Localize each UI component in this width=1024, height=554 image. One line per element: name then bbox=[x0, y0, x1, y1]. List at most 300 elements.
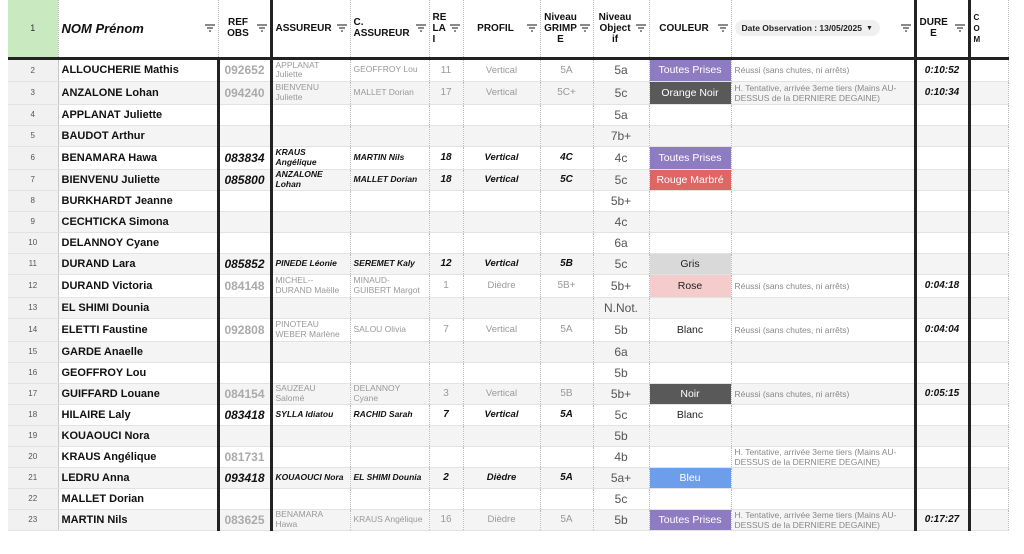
cell-couleur[interactable] bbox=[649, 404, 731, 425]
cell-relai[interactable]: 18 bbox=[429, 146, 463, 169]
cell-niveau-grimpe[interactable]: 5A bbox=[540, 467, 593, 488]
cell-profil[interactable]: Dièdre bbox=[463, 467, 540, 488]
cell-profil[interactable]: Vertical bbox=[463, 253, 540, 274]
cell-couleur[interactable] bbox=[649, 362, 731, 383]
cell-profil[interactable] bbox=[463, 211, 540, 232]
cell-extra[interactable] bbox=[969, 81, 1008, 104]
cell-relai[interactable] bbox=[429, 104, 463, 125]
row-number-header[interactable]: 1 bbox=[8, 0, 58, 58]
table-row[interactable] bbox=[8, 190, 1008, 211]
cell-c-assureur[interactable]: DELANNOY Cyane bbox=[350, 383, 429, 404]
filter-icon[interactable] bbox=[337, 24, 347, 32]
cell-name[interactable]: BENAMARA Hawa bbox=[58, 146, 218, 169]
table-row[interactable] bbox=[8, 232, 1008, 253]
cell-duree[interactable] bbox=[915, 362, 969, 383]
cell-ref[interactable]: 084154 bbox=[218, 383, 271, 404]
cell-ref[interactable] bbox=[218, 425, 271, 446]
cell-ref[interactable]: 092808 bbox=[218, 318, 271, 341]
table-row[interactable] bbox=[8, 467, 1008, 488]
cell-observation[interactable] bbox=[731, 253, 915, 274]
cell-niveau-objectif[interactable]: 5c bbox=[593, 488, 649, 509]
cell-extra[interactable] bbox=[969, 362, 1008, 383]
cell-duree[interactable] bbox=[915, 232, 969, 253]
row-number[interactable]: 8 bbox=[8, 190, 58, 211]
cell-extra[interactable] bbox=[969, 488, 1008, 509]
cell-couleur[interactable] bbox=[649, 297, 731, 318]
cell-extra[interactable] bbox=[969, 467, 1008, 488]
filter-icon[interactable] bbox=[450, 24, 460, 32]
cell-duree[interactable] bbox=[915, 425, 969, 446]
cell-niveau-grimpe[interactable] bbox=[540, 104, 593, 125]
cell-extra[interactable] bbox=[969, 446, 1008, 467]
cell-observation[interactable] bbox=[731, 125, 915, 146]
cell-couleur[interactable] bbox=[649, 425, 731, 446]
cell-couleur[interactable] bbox=[649, 253, 731, 274]
table-row[interactable] bbox=[8, 404, 1008, 425]
cell-c-assureur[interactable] bbox=[350, 488, 429, 509]
table-row[interactable] bbox=[8, 58, 1008, 81]
cell-observation[interactable] bbox=[731, 341, 915, 362]
table-row[interactable] bbox=[8, 125, 1008, 146]
cell-observation[interactable]: H. Tentative, arrivée 3eme tiers (Mains AU-DESSUS de la DERNIERE DEGAINE) bbox=[731, 446, 915, 467]
cell-niveau-grimpe[interactable] bbox=[540, 341, 593, 362]
cell-relai[interactable]: 17 bbox=[429, 81, 463, 104]
table-row[interactable] bbox=[8, 274, 1008, 297]
table-row[interactable] bbox=[8, 211, 1008, 232]
row-number[interactable]: 5 bbox=[8, 125, 58, 146]
cell-profil[interactable]: Dièdre bbox=[463, 274, 540, 297]
cell-c-assureur[interactable] bbox=[350, 425, 429, 446]
cell-ref[interactable]: 083834 bbox=[218, 146, 271, 169]
cell-extra[interactable] bbox=[969, 190, 1008, 211]
cell-niveau-grimpe[interactable]: 5B+ bbox=[540, 274, 593, 297]
cell-niveau-grimpe[interactable]: 4C bbox=[540, 146, 593, 169]
cell-couleur[interactable] bbox=[649, 467, 731, 488]
cell-assureur[interactable]: PINOTEAU WEBER Marlène bbox=[271, 318, 350, 341]
cell-extra[interactable] bbox=[969, 274, 1008, 297]
cell-c-assureur[interactable]: KRAUS Angélique bbox=[350, 509, 429, 530]
cell-niveau-grimpe[interactable] bbox=[540, 362, 593, 383]
cell-duree[interactable] bbox=[915, 169, 969, 190]
cell-profil[interactable] bbox=[463, 190, 540, 211]
cell-extra[interactable] bbox=[969, 404, 1008, 425]
cell-observation[interactable]: H. Tentative, arrivée 3eme tiers (Mains AU-DESSUS de la DERNIERE DEGAINE) bbox=[731, 509, 915, 530]
cell-name[interactable]: ANZALONE Lohan bbox=[58, 81, 218, 104]
cell-niveau-grimpe[interactable] bbox=[540, 297, 593, 318]
cell-relai[interactable] bbox=[429, 125, 463, 146]
cell-niveau-objectif[interactable]: 4c bbox=[593, 211, 649, 232]
cell-assureur[interactable] bbox=[271, 297, 350, 318]
cell-duree[interactable] bbox=[915, 190, 969, 211]
cell-name[interactable]: MARTIN Nils bbox=[58, 509, 218, 530]
cell-duree[interactable] bbox=[915, 211, 969, 232]
cell-profil[interactable] bbox=[463, 425, 540, 446]
cell-niveau-grimpe[interactable]: 5B bbox=[540, 253, 593, 274]
cell-duree[interactable]: 0:04:18 bbox=[915, 274, 969, 297]
cell-extra[interactable] bbox=[969, 425, 1008, 446]
col-header-extra[interactable] bbox=[969, 0, 1008, 58]
row-number[interactable]: 14 bbox=[8, 318, 58, 341]
col-header-duree[interactable] bbox=[915, 0, 969, 58]
cell-assureur[interactable]: BIENVENU Juliette bbox=[271, 81, 350, 104]
cell-observation[interactable] bbox=[731, 467, 915, 488]
cell-relai[interactable]: 1 bbox=[429, 274, 463, 297]
cell-niveau-objectif[interactable]: 4c bbox=[593, 146, 649, 169]
cell-niveau-objectif[interactable]: 5c bbox=[593, 169, 649, 190]
cell-profil[interactable]: Vertical bbox=[463, 404, 540, 425]
cell-observation[interactable]: H. Tentative, arrivée 3eme tiers (Mains AU-DESSUS de la DERNIERE DEGAINE) bbox=[731, 81, 915, 104]
cell-niveau-objectif[interactable]: 5a bbox=[593, 58, 649, 81]
table-row[interactable] bbox=[8, 425, 1008, 446]
cell-niveau-objectif[interactable]: 5b bbox=[593, 362, 649, 383]
cell-niveau-objectif[interactable]: 7b+ bbox=[593, 125, 649, 146]
cell-observation[interactable]: Réussi (sans chutes, ni arrêts) bbox=[731, 58, 915, 81]
filter-icon[interactable] bbox=[718, 24, 728, 32]
cell-name[interactable]: ELETTI Faustine bbox=[58, 318, 218, 341]
cell-profil[interactable] bbox=[463, 362, 540, 383]
cell-assureur[interactable] bbox=[271, 125, 350, 146]
cell-ref[interactable] bbox=[218, 341, 271, 362]
cell-assureur[interactable]: APPLANAT Juliette bbox=[271, 58, 350, 81]
cell-niveau-grimpe[interactable]: 5A bbox=[540, 58, 593, 81]
cell-duree[interactable] bbox=[915, 125, 969, 146]
cell-name[interactable]: ALLOUCHERIE Mathis bbox=[58, 58, 218, 81]
cell-duree[interactable] bbox=[915, 446, 969, 467]
cell-relai[interactable] bbox=[429, 341, 463, 362]
col-header-niveau-grimpe[interactable] bbox=[540, 0, 593, 58]
filter-icon[interactable] bbox=[955, 24, 965, 32]
cell-ref[interactable] bbox=[218, 232, 271, 253]
cell-relai[interactable]: 11 bbox=[429, 58, 463, 81]
cell-observation[interactable] bbox=[731, 404, 915, 425]
row-number[interactable]: 13 bbox=[8, 297, 58, 318]
cell-relai[interactable] bbox=[429, 362, 463, 383]
cell-ref[interactable] bbox=[218, 125, 271, 146]
cell-couleur[interactable] bbox=[649, 488, 731, 509]
cell-assureur[interactable] bbox=[271, 446, 350, 467]
cell-c-assureur[interactable] bbox=[350, 232, 429, 253]
row-number[interactable]: 18 bbox=[8, 404, 58, 425]
cell-observation[interactable]: Réussi (sans chutes, ni arrêts) bbox=[731, 274, 915, 297]
row-number[interactable]: 9 bbox=[8, 211, 58, 232]
filter-icon[interactable] bbox=[257, 24, 267, 32]
row-number[interactable]: 10 bbox=[8, 232, 58, 253]
cell-c-assureur[interactable] bbox=[350, 190, 429, 211]
row-number[interactable]: 23 bbox=[8, 509, 58, 530]
cell-niveau-objectif[interactable]: 5a+ bbox=[593, 467, 649, 488]
cell-niveau-objectif[interactable]: 5b bbox=[593, 425, 649, 446]
cell-name[interactable]: GARDE Anaelle bbox=[58, 341, 218, 362]
cell-niveau-grimpe[interactable]: 5A bbox=[540, 318, 593, 341]
cell-c-assureur[interactable]: SALOU Olivia bbox=[350, 318, 429, 341]
cell-observation[interactable] bbox=[731, 232, 915, 253]
cell-extra[interactable] bbox=[969, 58, 1008, 81]
cell-name[interactable]: KRAUS Angélique bbox=[58, 446, 218, 467]
cell-niveau-grimpe[interactable] bbox=[540, 190, 593, 211]
row-number[interactable]: 21 bbox=[8, 467, 58, 488]
table-row[interactable] bbox=[8, 383, 1008, 404]
cell-c-assureur[interactable] bbox=[350, 446, 429, 467]
cell-extra[interactable] bbox=[969, 104, 1008, 125]
cell-couleur[interactable] bbox=[649, 341, 731, 362]
filter-icon[interactable] bbox=[416, 24, 426, 32]
cell-extra[interactable] bbox=[969, 341, 1008, 362]
cell-assureur[interactable]: SAUZEAU Salomé bbox=[271, 383, 350, 404]
cell-duree[interactable]: 0:10:34 bbox=[915, 81, 969, 104]
cell-duree[interactable] bbox=[915, 104, 969, 125]
cell-duree[interactable] bbox=[915, 467, 969, 488]
cell-relai[interactable] bbox=[429, 190, 463, 211]
cell-couleur[interactable] bbox=[649, 81, 731, 104]
cell-profil[interactable] bbox=[463, 125, 540, 146]
cell-observation[interactable]: Réussi (sans chutes, ni arrêts) bbox=[731, 318, 915, 341]
cell-duree[interactable]: 0:05:15 bbox=[915, 383, 969, 404]
cell-niveau-grimpe[interactable]: 5B bbox=[540, 383, 593, 404]
cell-extra[interactable] bbox=[969, 383, 1008, 404]
filter-icon[interactable] bbox=[527, 24, 537, 32]
cell-observation[interactable] bbox=[731, 146, 915, 169]
cell-niveau-grimpe[interactable] bbox=[540, 125, 593, 146]
cell-profil[interactable] bbox=[463, 104, 540, 125]
cell-relai[interactable] bbox=[429, 488, 463, 509]
cell-duree[interactable] bbox=[915, 341, 969, 362]
cell-name[interactable]: GUIFFARD Louane bbox=[58, 383, 218, 404]
cell-observation[interactable] bbox=[731, 169, 915, 190]
cell-observation[interactable] bbox=[731, 104, 915, 125]
cell-profil[interactable]: Dièdre bbox=[463, 509, 540, 530]
cell-couleur[interactable] bbox=[649, 211, 731, 232]
cell-duree[interactable]: 0:04:04 bbox=[915, 318, 969, 341]
cell-c-assureur[interactable]: MALLET Dorian bbox=[350, 169, 429, 190]
cell-relai[interactable]: 3 bbox=[429, 383, 463, 404]
cell-observation[interactable] bbox=[731, 362, 915, 383]
row-number[interactable]: 17 bbox=[8, 383, 58, 404]
cell-ref[interactable]: 084148 bbox=[218, 274, 271, 297]
table-row[interactable] bbox=[8, 253, 1008, 274]
cell-niveau-grimpe[interactable] bbox=[540, 232, 593, 253]
row-number[interactable]: 12 bbox=[8, 274, 58, 297]
cell-name[interactable]: GEOFFROY Lou bbox=[58, 362, 218, 383]
cell-duree[interactable] bbox=[915, 297, 969, 318]
cell-niveau-grimpe[interactable]: 5C bbox=[540, 169, 593, 190]
cell-duree[interactable]: 0:17:27 bbox=[915, 509, 969, 530]
cell-relai[interactable] bbox=[429, 425, 463, 446]
cell-profil[interactable] bbox=[463, 488, 540, 509]
cell-niveau-objectif[interactable]: 5a bbox=[593, 104, 649, 125]
cell-assureur[interactable] bbox=[271, 232, 350, 253]
cell-assureur[interactable]: KRAUS Angélique bbox=[271, 146, 350, 169]
cell-relai[interactable]: 12 bbox=[429, 253, 463, 274]
cell-niveau-objectif[interactable]: 5b bbox=[593, 509, 649, 530]
cell-observation[interactable] bbox=[731, 488, 915, 509]
cell-niveau-objectif[interactable]: 5c bbox=[593, 253, 649, 274]
cell-c-assureur[interactable] bbox=[350, 211, 429, 232]
cell-ref[interactable]: 092652 bbox=[218, 58, 271, 81]
cell-couleur[interactable] bbox=[649, 383, 731, 404]
col-header-relai[interactable] bbox=[429, 0, 463, 58]
cell-observation[interactable] bbox=[731, 297, 915, 318]
cell-name[interactable]: KOUAOUCI Nora bbox=[58, 425, 218, 446]
filter-icon[interactable] bbox=[636, 24, 646, 32]
cell-c-assureur[interactable] bbox=[350, 362, 429, 383]
cell-c-assureur[interactable]: MALLET Dorian bbox=[350, 81, 429, 104]
cell-name[interactable]: LEDRU Anna bbox=[58, 467, 218, 488]
cell-assureur[interactable]: MICHEL--DURAND Maëlle bbox=[271, 274, 350, 297]
filter-icon[interactable] bbox=[205, 24, 215, 32]
cell-assureur[interactable]: PINEDE Léonie bbox=[271, 253, 350, 274]
cell-duree[interactable] bbox=[915, 488, 969, 509]
cell-ref[interactable] bbox=[218, 362, 271, 383]
cell-name[interactable]: APPLANAT Juliette bbox=[58, 104, 218, 125]
cell-observation[interactable]: Réussi (sans chutes, ni arrêts) bbox=[731, 383, 915, 404]
cell-couleur[interactable] bbox=[649, 190, 731, 211]
table-row[interactable] bbox=[8, 81, 1008, 104]
cell-c-assureur[interactable]: EL SHIMI Dounia bbox=[350, 467, 429, 488]
cell-assureur[interactable]: BENAMARA Hawa bbox=[271, 509, 350, 530]
cell-extra[interactable] bbox=[969, 146, 1008, 169]
col-header-ref[interactable] bbox=[218, 0, 271, 58]
col-header-assureur[interactable] bbox=[271, 0, 350, 58]
cell-ref[interactable]: 093418 bbox=[218, 467, 271, 488]
cell-assureur[interactable]: KOUAOUCI Nora bbox=[271, 467, 350, 488]
cell-assureur[interactable] bbox=[271, 488, 350, 509]
cell-extra[interactable] bbox=[969, 509, 1008, 530]
cell-niveau-grimpe[interactable]: 5C+ bbox=[540, 81, 593, 104]
cell-niveau-objectif[interactable]: 4b bbox=[593, 446, 649, 467]
cell-relai[interactable]: 16 bbox=[429, 509, 463, 530]
table-row[interactable] bbox=[8, 509, 1008, 530]
row-number[interactable]: 16 bbox=[8, 362, 58, 383]
table-row[interactable] bbox=[8, 488, 1008, 509]
cell-extra[interactable] bbox=[969, 232, 1008, 253]
cell-ref[interactable]: 083418 bbox=[218, 404, 271, 425]
cell-niveau-grimpe[interactable] bbox=[540, 446, 593, 467]
col-header-niveau-objectif[interactable] bbox=[593, 0, 649, 58]
cell-niveau-grimpe[interactable]: 5A bbox=[540, 404, 593, 425]
cell-profil[interactable]: Vertical bbox=[463, 383, 540, 404]
col-header-observation[interactable] bbox=[731, 0, 915, 58]
cell-name[interactable]: BIENVENU Juliette bbox=[58, 169, 218, 190]
cell-relai[interactable]: 7 bbox=[429, 318, 463, 341]
cell-ref[interactable]: 081731 bbox=[218, 446, 271, 467]
cell-profil[interactable]: Vertical bbox=[463, 81, 540, 104]
cell-assureur[interactable] bbox=[271, 211, 350, 232]
col-header-profil[interactable] bbox=[463, 0, 540, 58]
table-row[interactable] bbox=[8, 297, 1008, 318]
cell-profil[interactable]: Vertical bbox=[463, 146, 540, 169]
cell-niveau-grimpe[interactable] bbox=[540, 425, 593, 446]
cell-observation[interactable] bbox=[731, 190, 915, 211]
cell-relai[interactable]: 18 bbox=[429, 169, 463, 190]
cell-assureur[interactable] bbox=[271, 362, 350, 383]
cell-extra[interactable] bbox=[969, 211, 1008, 232]
cell-niveau-grimpe[interactable]: 5A bbox=[540, 509, 593, 530]
cell-observation[interactable] bbox=[731, 425, 915, 446]
row-number[interactable]: 7 bbox=[8, 169, 58, 190]
cell-c-assureur[interactable]: SEREMET Kaly bbox=[350, 253, 429, 274]
cell-couleur[interactable] bbox=[649, 318, 731, 341]
cell-profil[interactable]: Vertical bbox=[463, 169, 540, 190]
cell-assureur[interactable]: ANZALONE Lohan bbox=[271, 169, 350, 190]
cell-relai[interactable]: 7 bbox=[429, 404, 463, 425]
row-number[interactable]: 4 bbox=[8, 104, 58, 125]
cell-extra[interactable] bbox=[969, 125, 1008, 146]
table-row[interactable] bbox=[8, 341, 1008, 362]
table-row[interactable] bbox=[8, 146, 1008, 169]
cell-c-assureur[interactable]: MINAUD-GUIBERT Margot bbox=[350, 274, 429, 297]
cell-name[interactable]: DELANNOY Cyane bbox=[58, 232, 218, 253]
cell-relai[interactable] bbox=[429, 446, 463, 467]
table-row[interactable] bbox=[8, 446, 1008, 467]
cell-duree[interactable]: 0:10:52 bbox=[915, 58, 969, 81]
cell-extra[interactable] bbox=[969, 253, 1008, 274]
cell-observation[interactable] bbox=[731, 211, 915, 232]
col-header-couleur[interactable] bbox=[649, 0, 731, 58]
cell-ref[interactable]: 085852 bbox=[218, 253, 271, 274]
cell-niveau-objectif[interactable]: 6a bbox=[593, 232, 649, 253]
cell-c-assureur[interactable]: GEOFFROY Lou bbox=[350, 58, 429, 81]
cell-niveau-objectif[interactable]: 5b+ bbox=[593, 190, 649, 211]
cell-ref[interactable] bbox=[218, 488, 271, 509]
cell-niveau-objectif[interactable]: 5c bbox=[593, 81, 649, 104]
cell-c-assureur[interactable]: RACHID Sarah bbox=[350, 404, 429, 425]
cell-ref[interactable]: 085800 bbox=[218, 169, 271, 190]
row-number[interactable]: 15 bbox=[8, 341, 58, 362]
cell-niveau-objectif[interactable]: 5b+ bbox=[593, 383, 649, 404]
filter-icon[interactable] bbox=[901, 24, 911, 32]
table-row[interactable] bbox=[8, 318, 1008, 341]
cell-assureur[interactable] bbox=[271, 104, 350, 125]
cell-profil[interactable] bbox=[463, 297, 540, 318]
cell-couleur[interactable] bbox=[649, 274, 731, 297]
cell-name[interactable]: HILAIRE Laly bbox=[58, 404, 218, 425]
cell-ref[interactable]: 083625 bbox=[218, 509, 271, 530]
cell-c-assureur[interactable] bbox=[350, 297, 429, 318]
cell-relai[interactable] bbox=[429, 232, 463, 253]
cell-ref[interactable]: 094240 bbox=[218, 81, 271, 104]
col-header-name[interactable] bbox=[58, 0, 218, 58]
table-row[interactable] bbox=[8, 169, 1008, 190]
cell-ref[interactable] bbox=[218, 211, 271, 232]
cell-extra[interactable] bbox=[969, 297, 1008, 318]
cell-profil[interactable]: Vertical bbox=[463, 318, 540, 341]
cell-couleur[interactable] bbox=[649, 446, 731, 467]
cell-niveau-grimpe[interactable] bbox=[540, 211, 593, 232]
cell-relai[interactable] bbox=[429, 211, 463, 232]
cell-ref[interactable] bbox=[218, 104, 271, 125]
row-number[interactable]: 2 bbox=[8, 58, 58, 81]
date-observation-dropdown[interactable] bbox=[735, 20, 880, 36]
filter-icon[interactable] bbox=[580, 24, 590, 32]
cell-profil[interactable]: Vertical bbox=[463, 58, 540, 81]
cell-couleur[interactable] bbox=[649, 146, 731, 169]
table-row[interactable] bbox=[8, 104, 1008, 125]
cell-couleur[interactable] bbox=[649, 169, 731, 190]
table-row[interactable] bbox=[8, 362, 1008, 383]
cell-couleur[interactable] bbox=[649, 509, 731, 530]
cell-profil[interactable] bbox=[463, 446, 540, 467]
row-number[interactable]: 6 bbox=[8, 146, 58, 169]
cell-niveau-objectif[interactable]: 6a bbox=[593, 341, 649, 362]
cell-name[interactable]: CECHTICKA Simona bbox=[58, 211, 218, 232]
cell-c-assureur[interactable] bbox=[350, 125, 429, 146]
cell-c-assureur[interactable] bbox=[350, 104, 429, 125]
cell-name[interactable]: BURKHARDT Jeanne bbox=[58, 190, 218, 211]
cell-name[interactable]: MALLET Dorian bbox=[58, 488, 218, 509]
cell-relai[interactable]: 2 bbox=[429, 467, 463, 488]
cell-duree[interactable] bbox=[915, 146, 969, 169]
row-number[interactable]: 20 bbox=[8, 446, 58, 467]
